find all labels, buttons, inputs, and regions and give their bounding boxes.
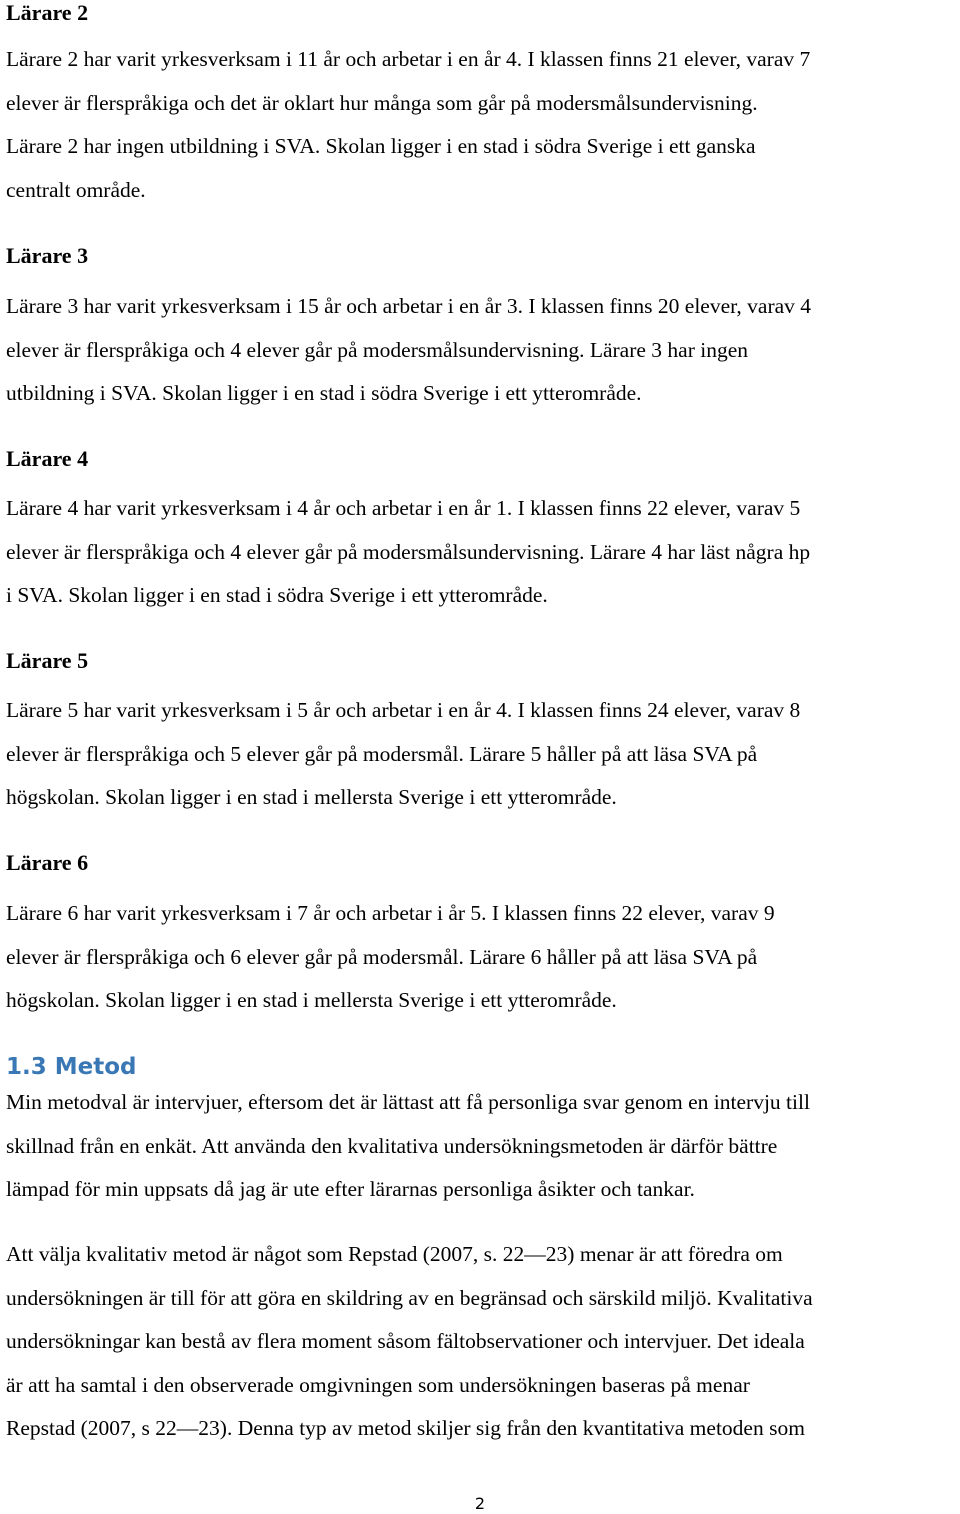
text-line: Lärare 2 har varit yrkesverksam i 11 år och arbetar i en år 4. I klassen finns 21 elever, varav 7 (6, 47, 811, 71)
text-line: utbildning i SVA. Skolan ligger i en stad i södra Sverige i ett ytterområde. (6, 381, 642, 405)
text-line: elever är flerspråkiga och 5 elever går på modersmål. Lärare 5 håller på att läsa SVA på (6, 741, 758, 766)
teacher-6-heading: Lärare 6 (6, 850, 89, 875)
teacher-3-heading: Lärare 3 (6, 243, 89, 268)
text-line: Lärare 5 har varit yrkesverksam i 5 år och arbetar i en år 4. I klassen finns 24 elever, varav 8 (6, 698, 801, 722)
text-line: högskolan. Skolan ligger i en stad i mellersta Sverige i ett ytterområde. (6, 988, 617, 1012)
method-paragraph-1 (6, 1081, 956, 1212)
text-line: högskolan. Skolan ligger i en stad i mellersta Sverige i ett ytterområde. (6, 785, 617, 809)
text-line: i SVA. Skolan ligger i en stad i södra Sverige i ett ytterområde. (6, 583, 548, 607)
text-line: elever är flerspråkiga och 6 elever går på modersmål. Lärare 6 håller på att läsa SVA på (6, 944, 758, 969)
text-line: Lärare 3 har varit yrkesverksam i 15 år och arbetar i en år 3. I klassen finns 20 elever, varav 4 (6, 294, 812, 318)
text-line: elever är flerspråkiga och det är oklart hur många som går på modersmålsundervisning. (6, 90, 758, 115)
teacher-4-heading: Lärare 4 (6, 446, 89, 471)
teacher-2-heading: Lärare 2 (6, 0, 89, 25)
text-line: Lärare 4 har varit yrkesverksam i 4 år och arbetar i en år 1. I klassen finns 22 elever, varav 5 (6, 496, 801, 520)
method-paragraph-2 (6, 1233, 956, 1451)
teacher-3-paragraph (6, 285, 956, 416)
teacher-5-paragraph (6, 689, 956, 820)
text-line: elever är flerspråkiga och 4 elever går på modersmålsundervisning. Lärare 3 har ingen (6, 337, 749, 362)
text-line: elever är flerspråkiga och 4 elever går på modersmålsundervisning. Lärare 4 har läst några hp (6, 539, 811, 564)
text-line: är att ha samtal i den observerade omgivningen som undersökningen baseras på menar (6, 1372, 750, 1397)
teacher-2-paragraph (6, 38, 956, 212)
text-line: skillnad från en enkät. Att använda den kvalitativa undersökningsmetoden är därför bättre (6, 1133, 778, 1158)
page-number: 2 (474, 1494, 486, 1513)
text-line: Lärare 2 har ingen utbildning i SVA. Skolan ligger i en stad i södra Sverige i ett ganska (6, 134, 756, 158)
text-line: Min metodval är intervjuer, eftersom det är lättast att få personliga svar genom en intervju till (6, 1090, 810, 1114)
teacher-4-paragraph (6, 487, 956, 618)
teacher-5-heading: Lärare 5 (6, 648, 89, 673)
text-line: undersökningar kan bestå av flera moment såsom fältobservationer och intervjuer. Det ideala (6, 1329, 805, 1353)
text-line: undersökningen är till för att göra en skildring av en begränsad och särskild miljö. Kvalitativa (6, 1285, 813, 1310)
text-line: Repstad (2007, s 22—23). Denna typ av metod skiljer sig från den kvantitativa metoden som (6, 1416, 805, 1440)
teacher-6-paragraph (6, 892, 956, 1023)
method-section-heading: 1.3 Metod (6, 1054, 137, 1080)
text-line: lämpad för min uppsats då jag är ute efter lärarnas personliga åsikter och tankar. (6, 1177, 695, 1201)
text-line: Att välja kvalitativ metod är något som Repstad (2007, s. 22—23) menar är att föredra om (6, 1242, 783, 1266)
text-line: centralt område. (6, 177, 146, 202)
text-line: Lärare 6 har varit yrkesverksam i 7 år och arbetar i år 5. I klassen finns 22 elever, varav 9 (6, 901, 775, 925)
